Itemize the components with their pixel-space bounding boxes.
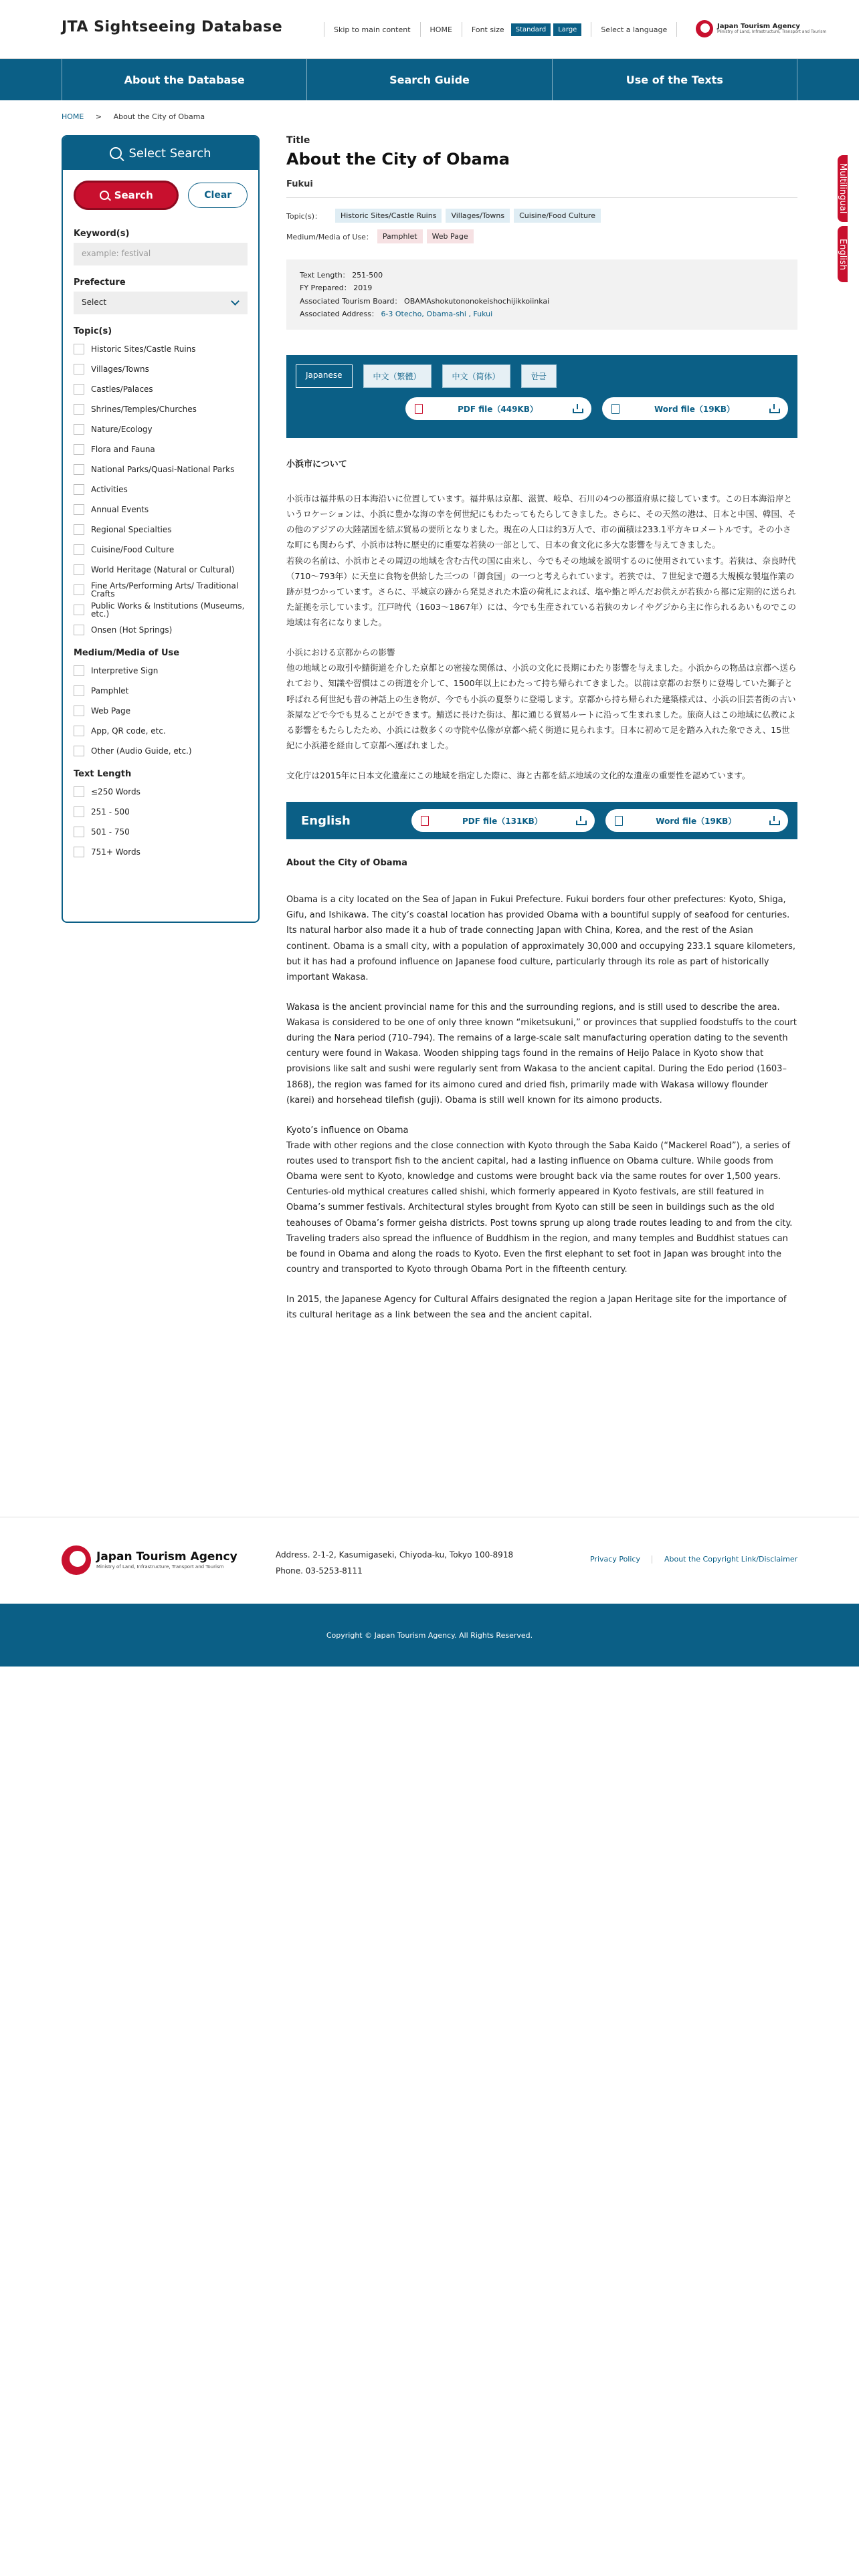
topic-checkbox[interactable] — [74, 479, 248, 500]
topic-checkbox[interactable] — [74, 560, 248, 580]
prefecture-name: Fukui — [286, 179, 797, 198]
pdf-download-button[interactable] — [411, 809, 594, 832]
checkbox-icon[interactable] — [74, 464, 84, 475]
divider — [420, 22, 421, 37]
jta-logo-text — [717, 23, 826, 35]
download-icon — [576, 816, 585, 825]
jp-paragraph-4: 文化庁は2015年に日本文化遺産にこの地域を指定した際に、海と古都を結ぶ地域の文化的な遺産の重要性を認めています。 — [286, 770, 751, 780]
topic-checkbox-label: National Parks/Quasi-National Parks — [91, 465, 235, 474]
medium-checkbox[interactable] — [74, 661, 248, 681]
checkbox-icon[interactable] — [74, 424, 84, 435]
topic-checkbox[interactable] — [74, 339, 248, 359]
topic-checkbox-label: Onsen (Hot Springs) — [91, 625, 173, 635]
jp-paragraph-1: 小浜市は福井県の日本海沿いに位置しています。福井県は京都、滋賀、岐阜、石川の4つの都道府県に接しています。この日本海沿岸というロケーションは、小浜に豊かな海の幸を何世紀にもわたってもたらしてきました。さらに、その天然の港は、日本と中国、韓国、その他のアジアの大陸諸国を結ぶ貿易の要所となりました。現在の人口は約3万人で、市の面積は233.1平方キロメートルです。その小さな町にも関わらず、小浜市は特に歴史的に重要な若狭の一部として、日本の食文化に多大な影響を与えてきました。 — [286, 494, 797, 550]
meta-length-value: 251-500 — [352, 271, 383, 280]
medium-checkbox[interactable] — [74, 741, 248, 761]
length-checkbox-list — [63, 779, 258, 862]
pdf-label: PDF file（131KB） — [462, 816, 543, 826]
length-checkbox-label: 501 - 750 — [91, 827, 130, 837]
english-panel — [286, 802, 797, 839]
sidebar-title: Select Search — [128, 146, 211, 160]
jp-subheading: 小浜における京都からの影響 — [286, 647, 395, 658]
site-footer — [0, 1517, 859, 1604]
nav-search-guide[interactable]: Search Guide — [306, 59, 551, 100]
site-title[interactable]: JTA Sightseeing Database — [62, 19, 283, 35]
checkbox-icon[interactable] — [74, 524, 84, 535]
title-label: Title — [286, 135, 310, 146]
clear-button[interactable]: Clear — [188, 183, 248, 208]
topics-label: Topic(s)： — [286, 211, 322, 221]
search-icon — [110, 147, 122, 159]
footer-links — [590, 1555, 797, 1564]
checkbox-icon[interactable] — [74, 786, 84, 797]
checkbox-icon[interactable] — [74, 685, 84, 696]
checkbox-icon[interactable] — [74, 665, 84, 676]
medium-checkbox[interactable] — [74, 681, 248, 701]
checkbox-icon[interactable] — [74, 384, 84, 395]
checkbox-icon[interactable] — [74, 504, 84, 515]
font-large-button[interactable]: Large — [553, 23, 581, 36]
jp-heading: 小浜市について — [286, 459, 347, 469]
breadcrumb — [62, 112, 205, 121]
checkbox-icon[interactable] — [74, 404, 84, 415]
search-sidebar — [62, 135, 260, 923]
word-file-icon — [611, 404, 619, 414]
meta-fy-label: FY Prepared： — [300, 284, 351, 293]
download-icon — [573, 404, 582, 413]
prefecture-label: Prefecture — [74, 278, 126, 288]
lang-tab-simplified-chinese[interactable]: 中文（简体） — [442, 364, 510, 388]
breadcrumb-current: About the City of Obama — [113, 112, 205, 121]
copyright-bar — [0, 1604, 859, 1667]
topic-checkbox-label: World Heritage (Natural or Cultural) — [91, 565, 235, 574]
checkbox-icon[interactable] — [74, 484, 84, 495]
word-label: Word file（19KB） — [656, 816, 737, 826]
length-checkbox-label: 251 - 500 — [91, 807, 130, 817]
checkbox-icon[interactable] — [74, 827, 84, 837]
topic-checkbox-label: Activities — [91, 485, 128, 494]
topic-checkbox[interactable] — [74, 600, 248, 620]
font-standard-button[interactable]: Standard — [511, 23, 551, 36]
topic-checkbox-label: Regional Specialties — [91, 525, 172, 534]
meta-address-label: Associated Address： — [300, 309, 379, 318]
word-download-button[interactable] — [602, 397, 788, 420]
meta-length-label: Text Length： — [300, 271, 350, 280]
medium-checkbox-label: Other (Audio Guide, etc.) — [91, 746, 192, 756]
en-paragraph-4: In 2015, the Japanese Agency for Cultural Affairs designated the region a Japan Heritage site for the importance of its cultural heritage as a link between the sea and the ancient capital. — [286, 1295, 787, 1321]
footer-address-block — [276, 1547, 513, 1579]
jp-paragraph-2: 若狭の名前は、小浜市とその周辺の地域を含む古代の国に由来し、今でもその地域を説明するのに使用されています。若狭は、奈良時代（710〜793年）に天皇に食物を供給した三つの「御食国」の一つと考えられています。若狭では、７世紀まで遡る大規模な製塩作業の跡が見つかっています。さらに、平城京の跡から発見された木造の荷札によれば、塩や鮨と呼んだお供えが若狭から都に定期的に送られた証拠を示しています。江戸時代（1603〜1867年）には、今でも生産されている若狭のカレイやグジから主に作られるあいものでこの地域は有名になりました。 — [286, 555, 797, 627]
topic-label: Topic(s) — [74, 326, 112, 336]
page-title: About the City of Obama — [286, 150, 510, 169]
footer-logo[interactable] — [62, 1545, 237, 1575]
medium-label: Medium/Media of Use — [74, 648, 180, 658]
side-tab-english[interactable]: English — [838, 226, 848, 282]
jta-logo-icon — [696, 20, 713, 37]
checkbox-icon[interactable] — [74, 726, 84, 736]
word-label: Word file（19KB） — [654, 404, 735, 414]
language-select[interactable]: Select a language — [601, 25, 668, 34]
media-tag[interactable]: Pamphlet — [377, 229, 423, 243]
breadcrumb-home[interactable]: HOME — [62, 112, 84, 121]
en-paragraph-3: Trade with other regions and the close connection with Kyoto through the Saba Kaido (“Mackerel Road”), a series of routes used to transport fish to the ancient capital, had a lasting influence on Obama culture. While goods from Obama were sent to Kyoto, knowledge and customs were brought back via the same routes for over 1,500 years. Centuries-old mythical creatures called shishi, which formerly appeared in Kyoto festivals, are still featured in Obama’s summer festivals. Architectural styles brought from Kyoto can still be seen in buildings such as the old teahouses of Obama’s former geisha districts. Post towns sprung up along trade routes leading to and from the city. Traveling traders also spread the influence of Buddhism in the region, and many temples and Buddhist statues can be found in Obama and along the roads to Kyoto. Even the first elephant to set foot in Japan was brought into the country and transported to Kyoto through Obama Port in the fifteenth century. — [286, 1140, 793, 1275]
medium-checkbox-list — [63, 658, 258, 761]
sidebar-header — [63, 136, 258, 170]
logo-sub: Ministry of Land, Infrastructure, Transport and Tourism — [717, 29, 827, 35]
checkbox-icon[interactable] — [74, 807, 84, 817]
length-checkbox[interactable] — [74, 822, 248, 842]
jta-logo[interactable] — [696, 20, 826, 37]
topic-checkbox[interactable] — [74, 520, 248, 540]
meta-board-value: OBAMAshokutononokeishochijikkoiinkai — [404, 296, 550, 306]
jp-paragraph-3: 他の地域との取引や鯖街道を介した京都との密接な関係は、小浜の文化に長期にわたり影響を与えました。小浜からの物品は京都へ送られており、知識や習慣はこの街道を介して、1500年以上にわたって持ち帰られてきました。以前は京都のお祭りに登場していた獅子と呼ばれる何世紀も昔の神話上の生き物が、今でも小浜の夏祭りに登場します。京都から持ち帰られた建築様式は、小浜の旧芸者街の古い茶屋などで今でも見ることができます。鯖送に長けた街は、都に通じる貿易ルートに沿って生まれました。旅商人はこの地域に仏教による影響をもたらしたため、小浜には数多くの寺院や仏像が京都へ続く街道に見られます。日本に初めて足を踏み入れた象でさえ、15世紀に小浜港を経由して京都へ運ばれました。 — [286, 663, 797, 750]
word-file-icon — [615, 816, 623, 826]
footer-phone: Phone. 03-5253-8111 — [276, 1566, 363, 1576]
checkbox-icon[interactable] — [74, 625, 84, 635]
meta-address-link[interactable]: 6-3 Otecho, Obama-shi , Fukui — [381, 309, 493, 318]
logo-name: Japan Tourism Agency — [717, 23, 800, 31]
keyword-label: Keyword(s) — [74, 229, 130, 239]
topic-checkbox-label: Castles/Palaces — [91, 385, 153, 394]
prefecture-select[interactable] — [74, 292, 248, 314]
topic-checkbox-label: Public Works & Institutions (Museums, etc.) — [91, 601, 245, 619]
topic-checkbox-list — [63, 336, 258, 640]
media-row — [286, 229, 797, 243]
media-label: Medium/Media of Use： — [286, 232, 373, 241]
keyword-input[interactable]: example: festival — [74, 243, 248, 265]
download-icon — [769, 404, 779, 413]
lang-tab-korean[interactable]: 한글 — [521, 364, 557, 388]
skip-to-main-link[interactable]: Skip to main content — [334, 25, 411, 34]
topic-checkbox-label: Cuisine/Food Culture — [91, 545, 175, 554]
download-icon — [769, 816, 779, 825]
search-icon — [100, 191, 109, 200]
home-link[interactable]: HOME — [430, 25, 452, 34]
font-size-label: Font size — [471, 25, 504, 34]
topic-checkbox[interactable] — [74, 459, 248, 479]
checkbox-icon[interactable] — [74, 444, 84, 455]
pdf-download-button[interactable] — [405, 397, 591, 420]
site-header — [0, 0, 859, 59]
topics-row — [286, 209, 797, 223]
search-button[interactable] — [74, 181, 179, 210]
media-tag[interactable]: Web Page — [427, 229, 474, 243]
pdf-label: PDF file（449KB） — [458, 404, 538, 414]
main-nav — [0, 59, 859, 100]
topic-tag[interactable]: Historic Sites/Castle Ruins — [335, 209, 442, 223]
lang-tab-traditional-chinese[interactable]: 中文（繁體） — [363, 364, 432, 388]
topic-checkbox-label: Shrines/Temples/Churches — [91, 405, 197, 414]
topic-checkbox[interactable] — [74, 620, 248, 640]
nav-use-of-texts[interactable]: Use of the Texts — [552, 59, 797, 100]
medium-checkbox-label: Pamphlet — [91, 686, 129, 695]
chevron-down-icon — [231, 297, 240, 306]
prefecture-value: Select — [82, 298, 107, 307]
text-metadata — [286, 259, 797, 330]
english-title: English — [301, 813, 351, 828]
footer-logo-name: Japan Tourism Agency — [96, 1550, 237, 1564]
checkbox-icon[interactable] — [74, 344, 84, 354]
breadcrumb-separator: > — [95, 112, 102, 121]
search-button-label: Search — [114, 189, 153, 201]
topic-checkbox[interactable] — [74, 439, 248, 459]
checkbox-icon[interactable] — [74, 364, 84, 374]
length-checkbox-label: ≤250 Words — [91, 787, 140, 796]
divider — [676, 22, 677, 37]
en-heading: About the City of Obama — [286, 858, 407, 869]
topic-checkbox-label: Nature/Ecology — [91, 425, 153, 434]
meta-board-label: Associated Tourism Board： — [300, 296, 402, 306]
medium-checkbox-label: Interpretive Sign — [91, 666, 159, 675]
footer-address: Address. 2-1-2, Kasumigaseki, Chiyoda-ku, Tokyo 100-8918 — [276, 1550, 514, 1560]
length-checkbox-label: 751+ Words — [91, 847, 140, 857]
checkbox-icon[interactable] — [74, 564, 84, 575]
topic-checkbox-label: Villages/Towns — [91, 364, 149, 374]
topic-checkbox-label: Flora and Fauna — [91, 445, 155, 454]
medium-checkbox-label: App, QR code, etc. — [91, 726, 166, 736]
copyright-link[interactable]: About the Copyright Link/Disclaimer — [664, 1555, 798, 1564]
topic-checkbox[interactable] — [74, 359, 248, 379]
topic-checkbox[interactable] — [74, 419, 248, 439]
en-subheading: Kyoto’s influence on Obama — [286, 1125, 409, 1136]
copyright-text: Copyright © Japan Tourism Agency. All Rights Reserved. — [326, 1630, 533, 1640]
medium-checkbox[interactable] — [74, 721, 248, 741]
topic-checkbox-label: Fine Arts/Performing Arts/ Traditional Crafts — [91, 581, 239, 599]
length-label: Text Length — [74, 769, 132, 779]
length-checkbox[interactable] — [74, 842, 248, 862]
checkbox-icon[interactable] — [74, 544, 84, 555]
header-utility-links — [314, 22, 686, 37]
topic-tag[interactable]: Villages/Towns — [446, 209, 510, 223]
medium-checkbox-label: Web Page — [91, 706, 131, 716]
en-paragraph-1: Obama is a city located on the Sea of Japan in Fukui Prefecture. Fukui borders four other prefectures: Kyoto, Shiga, Gifu, and Ishikawa. The city’s coastal location has provided Obama with a bountiful supply of seafood for centuries. Its natural harbor also made it a hub of trade connecting Japan with China, Korea, and the rest of the Asian continent. Obama is a small city, with a population of approximately 30,000 and occupying 233.1 square kilometers, but it has had a profound influence on Japanese food culture, particularly through its role as part of historically important Wakasa. — [286, 895, 795, 982]
meta-fy-value: 2019 — [353, 284, 373, 293]
jta-logo-icon — [62, 1545, 91, 1575]
word-download-button[interactable] — [605, 809, 788, 832]
footer-logo-sub: Ministry of Land, Infrastructure, Transport and Tourism — [96, 1564, 224, 1570]
checkbox-icon[interactable] — [74, 746, 84, 756]
topic-checkbox[interactable] — [74, 379, 248, 399]
checkbox-icon[interactable] — [74, 847, 84, 857]
language-panel — [286, 355, 797, 438]
length-checkbox[interactable] — [74, 782, 248, 802]
topic-checkbox[interactable] — [74, 500, 248, 520]
lang-tab-japanese[interactable]: Japanese — [296, 364, 353, 388]
topic-checkbox[interactable] — [74, 399, 248, 419]
topic-checkbox[interactable] — [74, 580, 248, 600]
nav-about-database[interactable]: About the Database — [62, 59, 306, 100]
checkbox-icon[interactable] — [74, 605, 84, 615]
checkbox-icon[interactable] — [74, 706, 84, 716]
topic-checkbox-label: Annual Events — [91, 505, 149, 514]
topic-checkbox-label: Historic Sites/Castle Ruins — [91, 344, 196, 354]
topic-checkbox[interactable] — [74, 540, 248, 560]
length-checkbox[interactable] — [74, 802, 248, 822]
pdf-file-icon — [421, 816, 429, 826]
main-content — [286, 135, 797, 1323]
topic-tag[interactable]: Cuisine/Food Culture — [514, 209, 601, 223]
medium-checkbox[interactable] — [74, 701, 248, 721]
checkbox-icon[interactable] — [74, 584, 84, 595]
pdf-file-icon — [415, 404, 423, 414]
privacy-policy-link[interactable]: Privacy Policy — [590, 1555, 640, 1564]
en-paragraph-2: Wakasa is the ancient provincial name for this and the surrounding regions, and is still used to describe the area. Wakasa is considered to be one of only three known “miketsukuni,” or provinces that supplied foodstuffs to the court during the Nara period (710–794). The remains of a large-scale salt manufacturing operation dating to the seventh century were found in Wakasa. Wooden shipping tags found in the remains of Heijo Palace in Kyoto show that provisions like salt and sushi were regularly sent from Wakasa to the ancient capital. During the Edo period (1603–1868), the region was famed for its aimono cured and dried fish, primarily made with Wakasa willowy flounder (karei) and horsehead tilefish (guji). Obama is still well known for its aimono products. — [286, 1002, 797, 1105]
language-side-tabs — [838, 155, 859, 286]
side-tab-multilingual[interactable]: Multilingual — [838, 155, 848, 222]
